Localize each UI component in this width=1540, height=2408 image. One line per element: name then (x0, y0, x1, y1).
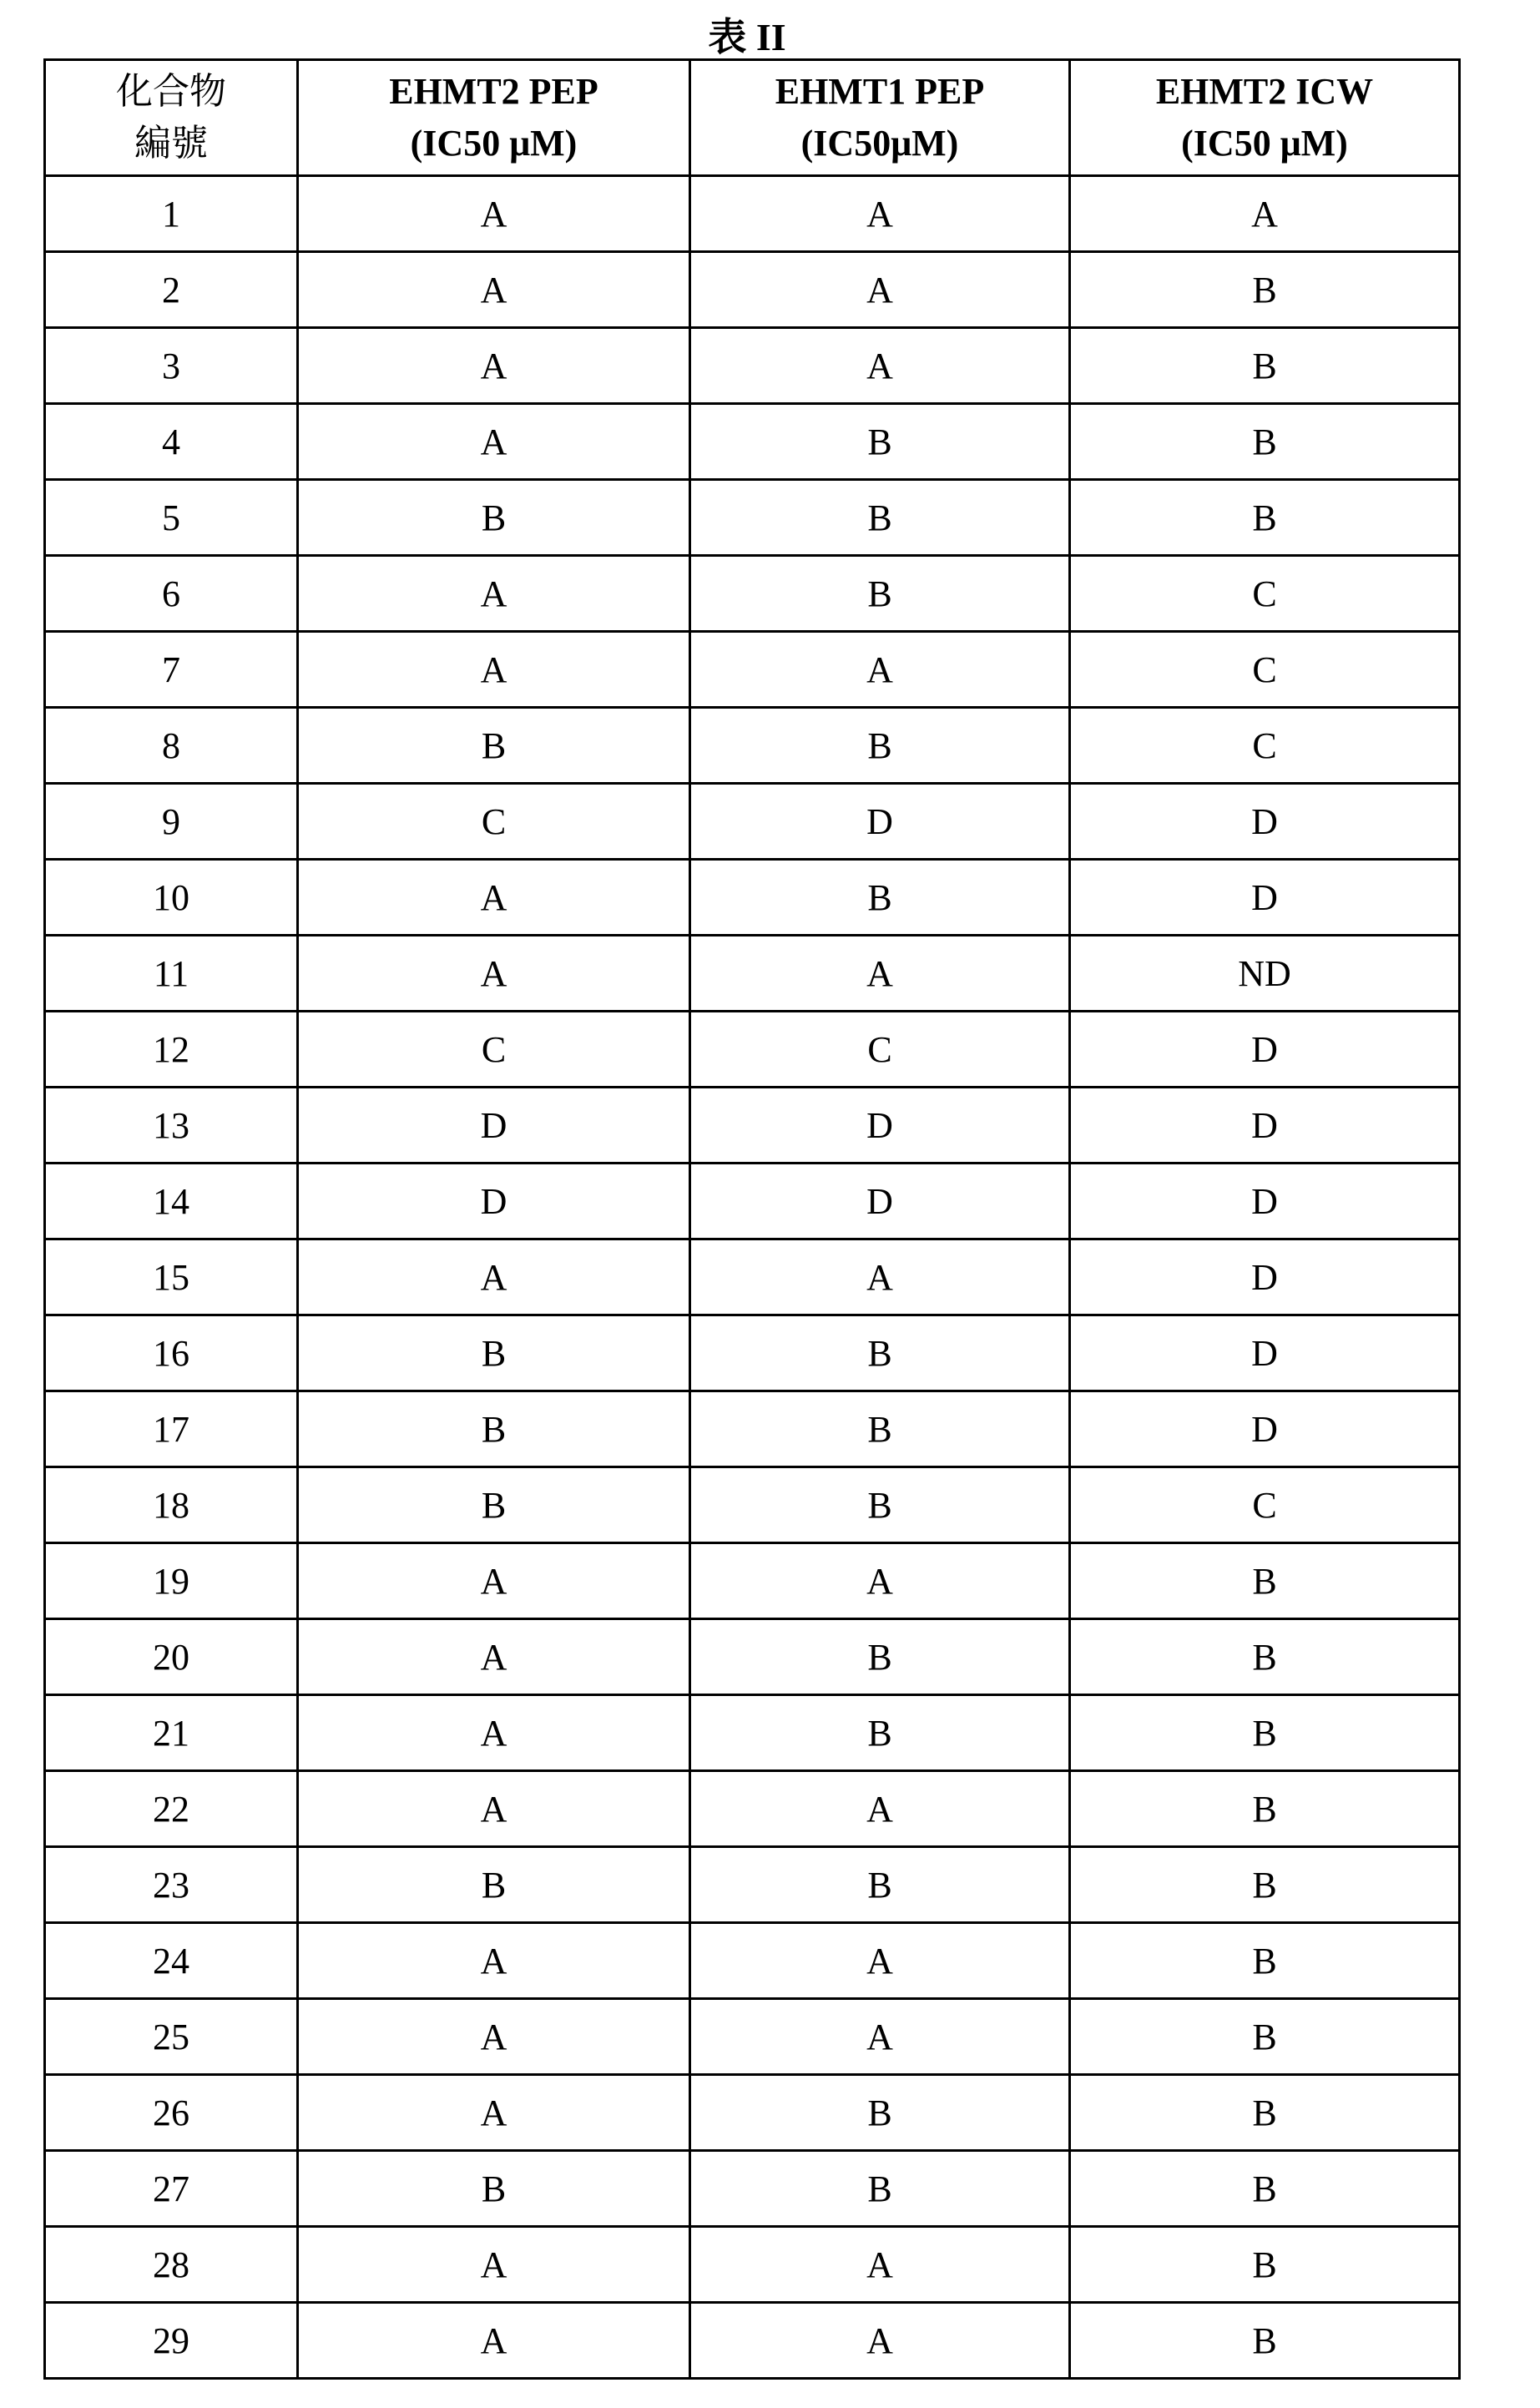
ehmt1-pep-cell: B (690, 404, 1070, 480)
compound-number-cell: 22 (45, 1771, 298, 1847)
ehmt1-pep-cell: A (690, 328, 1070, 404)
ehmt2-pep-cell: B (298, 2151, 690, 2227)
ehmt2-pep-cell: A (298, 2075, 690, 2151)
table-row (45, 632, 1460, 708)
ehmt2-pep-cell: B (298, 708, 690, 784)
compound-number-cell: 8 (45, 708, 298, 784)
table-row (45, 2075, 1460, 2151)
ehmt2-pep-cell: A (298, 936, 690, 1012)
ehmt2-icw-cell: B (1070, 1543, 1460, 1619)
table-row (45, 936, 1460, 1012)
table-row (45, 1467, 1460, 1543)
ehmt1-pep-cell: B (690, 556, 1070, 632)
compound-number-cell: 2 (45, 252, 298, 328)
table-row (45, 1847, 1460, 1923)
table-row (45, 176, 1460, 252)
compound-number-cell: 15 (45, 1239, 298, 1315)
ehmt2-icw-cell: B (1070, 2227, 1460, 2303)
ehmt2-pep-cell: B (298, 1391, 690, 1467)
ehmt1-pep-cell: A (690, 252, 1070, 328)
table-row (45, 404, 1460, 480)
table-row (45, 2151, 1460, 2227)
ehmt2-icw-cell: B (1070, 1847, 1460, 1923)
ehmt2-icw-cell: B (1070, 1695, 1460, 1771)
compound-number-cell: 1 (45, 176, 298, 252)
table-row (45, 1391, 1460, 1467)
header-line: (IC50 μM) (411, 123, 578, 164)
table-row (45, 1999, 1460, 2075)
ehmt2-pep-cell: D (298, 1088, 690, 1164)
compound-number-cell: 20 (45, 1619, 298, 1695)
ehmt1-pep-cell: A (690, 176, 1070, 252)
ehmt2-icw-cell: ND (1070, 936, 1460, 1012)
ehmt1-pep-cell: B (690, 2151, 1070, 2227)
ehmt1-pep-cell: D (690, 784, 1070, 860)
table-row (45, 1315, 1460, 1391)
table-row (45, 860, 1460, 936)
ehmt2-icw-cell: B (1070, 1923, 1460, 1999)
ehmt2-icw-cell: C (1070, 632, 1460, 708)
table-row (45, 2303, 1460, 2379)
ehmt2-pep-cell: A (298, 860, 690, 936)
ehmt2-pep-cell: B (298, 1467, 690, 1543)
ehmt2-icw-cell: B (1070, 2303, 1460, 2379)
header-line: EHMT1 PEP (775, 71, 985, 112)
compound-number-cell: 10 (45, 860, 298, 936)
ehmt1-pep-cell: A (690, 1923, 1070, 1999)
ehmt1-pep-cell: B (690, 480, 1070, 556)
ehmt1-pep-cell: A (690, 1239, 1070, 1315)
ehmt2-icw-cell: D (1070, 1391, 1460, 1467)
table-row (45, 1619, 1460, 1695)
header-line: 編號 (134, 123, 208, 164)
ehmt1-pep-cell: B (690, 708, 1070, 784)
table-row (45, 1771, 1460, 1847)
ehmt2-icw-cell: B (1070, 2075, 1460, 2151)
ehmt1-pep-cell: B (690, 1847, 1070, 1923)
ehmt2-icw-cell: D (1070, 1088, 1460, 1164)
ehmt2-pep-cell: A (298, 556, 690, 632)
compound-number-cell: 13 (45, 1088, 298, 1164)
table-row (45, 556, 1460, 632)
ehmt2-pep-cell: A (298, 176, 690, 252)
ehmt1-pep-cell: B (690, 860, 1070, 936)
ehmt1-pep-cell: B (690, 1391, 1070, 1467)
ehmt2-icw-cell: D (1070, 784, 1460, 860)
compound-number-cell: 6 (45, 556, 298, 632)
compound-number-cell: 29 (45, 2303, 298, 2379)
ic50-table (43, 58, 1461, 2380)
ehmt2-icw-cell: B (1070, 480, 1460, 556)
header-line: (IC50 μM) (1181, 123, 1348, 164)
ehmt1-pep-cell: A (690, 2303, 1070, 2379)
ehmt2-pep-cell: A (298, 1771, 690, 1847)
ehmt2-icw-cell: D (1070, 1239, 1460, 1315)
header-line: 化合物 (116, 71, 226, 112)
header-line: EHMT2 ICW (1156, 71, 1373, 112)
table-row (45, 1012, 1460, 1088)
ehmt2-icw-cell: A (1070, 176, 1460, 252)
ehmt1-pep-cell: A (690, 2227, 1070, 2303)
table-row (45, 2227, 1460, 2303)
ehmt2-pep-cell: A (298, 328, 690, 404)
ehmt2-pep-cell: A (298, 1619, 690, 1695)
ehmt1-pep-cell: A (690, 1771, 1070, 1847)
compound-number-cell: 17 (45, 1391, 298, 1467)
header-ehmt2-pep (298, 60, 690, 176)
ehmt1-pep-cell: A (690, 1999, 1070, 2075)
ehmt2-pep-cell: A (298, 2227, 690, 2303)
ehmt2-icw-cell: D (1070, 1164, 1460, 1239)
ehmt2-icw-cell: B (1070, 1999, 1460, 2075)
compound-number-cell: 23 (45, 1847, 298, 1923)
compound-number-cell: 24 (45, 1923, 298, 1999)
table-row (45, 1923, 1460, 1999)
compound-number-cell: 25 (45, 1999, 298, 2075)
table-row (45, 1164, 1460, 1239)
ehmt2-pep-cell: D (298, 1164, 690, 1239)
ehmt2-pep-cell: C (298, 1012, 690, 1088)
compound-number-cell: 28 (45, 2227, 298, 2303)
ehmt1-pep-cell: B (690, 2075, 1070, 2151)
table-row (45, 252, 1460, 328)
compound-number-cell: 9 (45, 784, 298, 860)
header-line: (IC50μM) (801, 123, 959, 164)
ehmt1-pep-cell: D (690, 1088, 1070, 1164)
header-compound-number (45, 60, 298, 176)
ehmt1-pep-cell: B (690, 1695, 1070, 1771)
table-row (45, 1695, 1460, 1771)
compound-number-cell: 14 (45, 1164, 298, 1239)
ehmt1-pep-cell: B (690, 1619, 1070, 1695)
compound-number-cell: 21 (45, 1695, 298, 1771)
ehmt2-pep-cell: A (298, 1695, 690, 1771)
ehmt2-pep-cell: A (298, 1543, 690, 1619)
ehmt2-icw-cell: B (1070, 328, 1460, 404)
compound-number-cell: 26 (45, 2075, 298, 2151)
ehmt1-pep-cell: A (690, 936, 1070, 1012)
ehmt2-icw-cell: B (1070, 404, 1460, 480)
table-row (45, 784, 1460, 860)
ehmt2-pep-cell: A (298, 404, 690, 480)
header-row (45, 60, 1460, 176)
ehmt2-icw-cell: D (1070, 1012, 1460, 1088)
ehmt2-icw-cell: D (1070, 860, 1460, 936)
ehmt2-icw-cell: B (1070, 1619, 1460, 1695)
table-row (45, 1088, 1460, 1164)
ehmt2-icw-cell: D (1070, 1315, 1460, 1391)
compound-number-cell: 16 (45, 1315, 298, 1391)
compound-number-cell: 27 (45, 2151, 298, 2227)
ehmt1-pep-cell: C (690, 1012, 1070, 1088)
compound-number-cell: 19 (45, 1543, 298, 1619)
ehmt1-pep-cell: A (690, 632, 1070, 708)
table-row (45, 1543, 1460, 1619)
compound-number-cell: 4 (45, 404, 298, 480)
header-ehmt1-pep (690, 60, 1070, 176)
ehmt2-pep-cell: A (298, 1239, 690, 1315)
compound-number-cell: 3 (45, 328, 298, 404)
ehmt1-pep-cell: B (690, 1467, 1070, 1543)
ehmt1-pep-cell: B (690, 1315, 1070, 1391)
compound-number-cell: 12 (45, 1012, 298, 1088)
ehmt2-icw-cell: C (1070, 1467, 1460, 1543)
table-title: 表 II (0, 7, 1494, 62)
ehmt2-pep-cell: B (298, 1315, 690, 1391)
compound-number-cell: 11 (45, 936, 298, 1012)
ehmt2-icw-cell: C (1070, 556, 1460, 632)
ehmt2-pep-cell: A (298, 252, 690, 328)
table-row (45, 1239, 1460, 1315)
ehmt2-icw-cell: B (1070, 1771, 1460, 1847)
ehmt2-pep-cell: B (298, 1847, 690, 1923)
ehmt2-pep-cell: C (298, 784, 690, 860)
compound-number-cell: 7 (45, 632, 298, 708)
header-line: EHMT2 PEP (389, 71, 598, 112)
header-ehmt2-icw (1070, 60, 1460, 176)
table-row (45, 708, 1460, 784)
ehmt2-pep-cell: A (298, 1923, 690, 1999)
ehmt2-pep-cell: A (298, 2303, 690, 2379)
compound-number-cell: 18 (45, 1467, 298, 1543)
compound-number-cell: 5 (45, 480, 298, 556)
table-row (45, 480, 1460, 556)
ehmt2-pep-cell: A (298, 632, 690, 708)
ehmt2-icw-cell: C (1070, 708, 1460, 784)
table-row (45, 328, 1460, 404)
ehmt2-icw-cell: B (1070, 2151, 1460, 2227)
ehmt2-pep-cell: A (298, 1999, 690, 2075)
ehmt2-icw-cell: B (1070, 252, 1460, 328)
ehmt1-pep-cell: D (690, 1164, 1070, 1239)
ehmt1-pep-cell: A (690, 1543, 1070, 1619)
ehmt2-pep-cell: B (298, 480, 690, 556)
